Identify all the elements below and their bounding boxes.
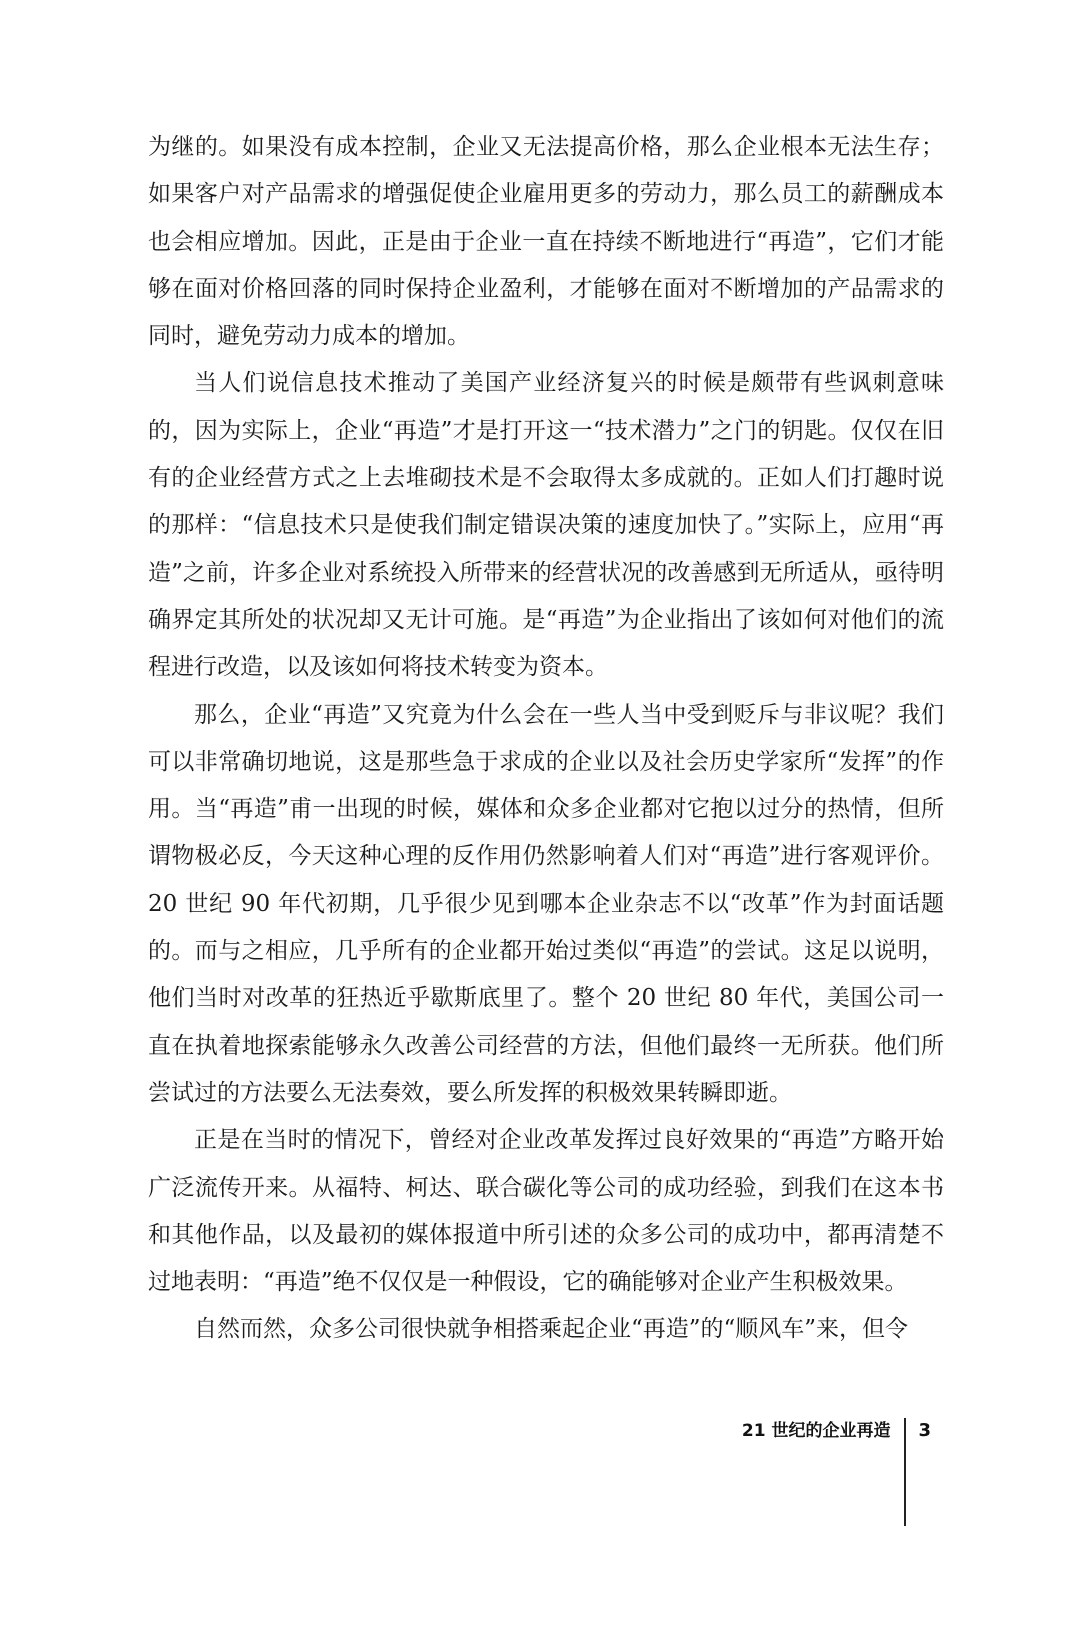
page-number: 3 bbox=[918, 1420, 931, 1441]
paragraph-2: 当人们说信息技术推动了美国产业经济复兴的时候是颇带有些讽刺意味的，因为实际上，企业“再造”才是打开这一“技术潜力”之门的钥匙。仅仅在旧有的企业经营方式之上去堆砌技术是不会取得太多成就的。正如人们打趣时说的那样：“信息技术只是使我们制定错误决策的速度加快了。”实际上，应用“再造”之前，许多企业对系统投入所带来的经营状况的改善感到无所适从，亟待明确界定其所处的状况却又无计可施。是“再造”为企业指出了该如何对他们的流程进行改造，以及该如何将技术转变为资本。 bbox=[148, 370, 944, 681]
paragraph-4: 正是在当时的情况下，曾经对企业改革发挥过良好效果的“再造”方略开始广泛流传开来。从福特、柯达、联合碳化等公司的成功经验，到我们在这本书和其他作品，以及最初的媒体报道中所引述的众多公司的成功中，都再清楚不过地表明：“再造”绝不仅仅是一种假设，它的确能够对企业产生积极效果。 bbox=[148, 1127, 944, 1296]
running-footer-title: 21 世纪的企业再造 bbox=[741, 1421, 891, 1441]
page-footer bbox=[742, 1418, 931, 1526]
body-text bbox=[148, 124, 944, 1354]
paragraph-5: 自然而然，众多公司很快就争相搭乘起企业“再造”的“顺风车”来，但令 bbox=[194, 1316, 909, 1343]
paragraph-1: 为继的。如果没有成本控制，企业又无法提高价格，那么企业根本无法生存；如果客户对产品需求的增强促使企业雇用更多的劳动力，那么员工的薪酬成本也会相应增加。因此，正是由于企业一直在持续不断地进行“再造”，它们才能够在面对价格回落的同时保持企业盈利，才能够在面对不断增加的产品需求的同时，避免劳动力成本的增加。 bbox=[148, 134, 944, 350]
paragraph-3: 那么，企业“再造”又究竟为什么会在一些人当中受到贬斥与非议呢？我们可以非常确切地说，这是那些急于求成的企业以及社会历史学家所“发挥”的作用。当“再造”甫一出现的时候，媒体和众多企业都对它抱以过分的热情，但所谓物极必反，今天这种心理的反作用仍然影响着人们对“再造”进行客观评价。20 世纪 90 年代初期，几乎很少见到哪本企业杂志不以“改革”作为封面话题的。而与之相应，几乎所有的企业都开始过类似“再造”的尝试。这足以说明，他们当时对改革的狂热近乎歇斯底里了。整个 20 世纪 80 年代，美国公司一直在执着地探索能够永久改善公司经营的方法，但他们最终一无所获。他们所尝试过的方法要么无法奏效，要么所发挥的积极效果转瞬即逝。 bbox=[148, 701, 944, 1106]
